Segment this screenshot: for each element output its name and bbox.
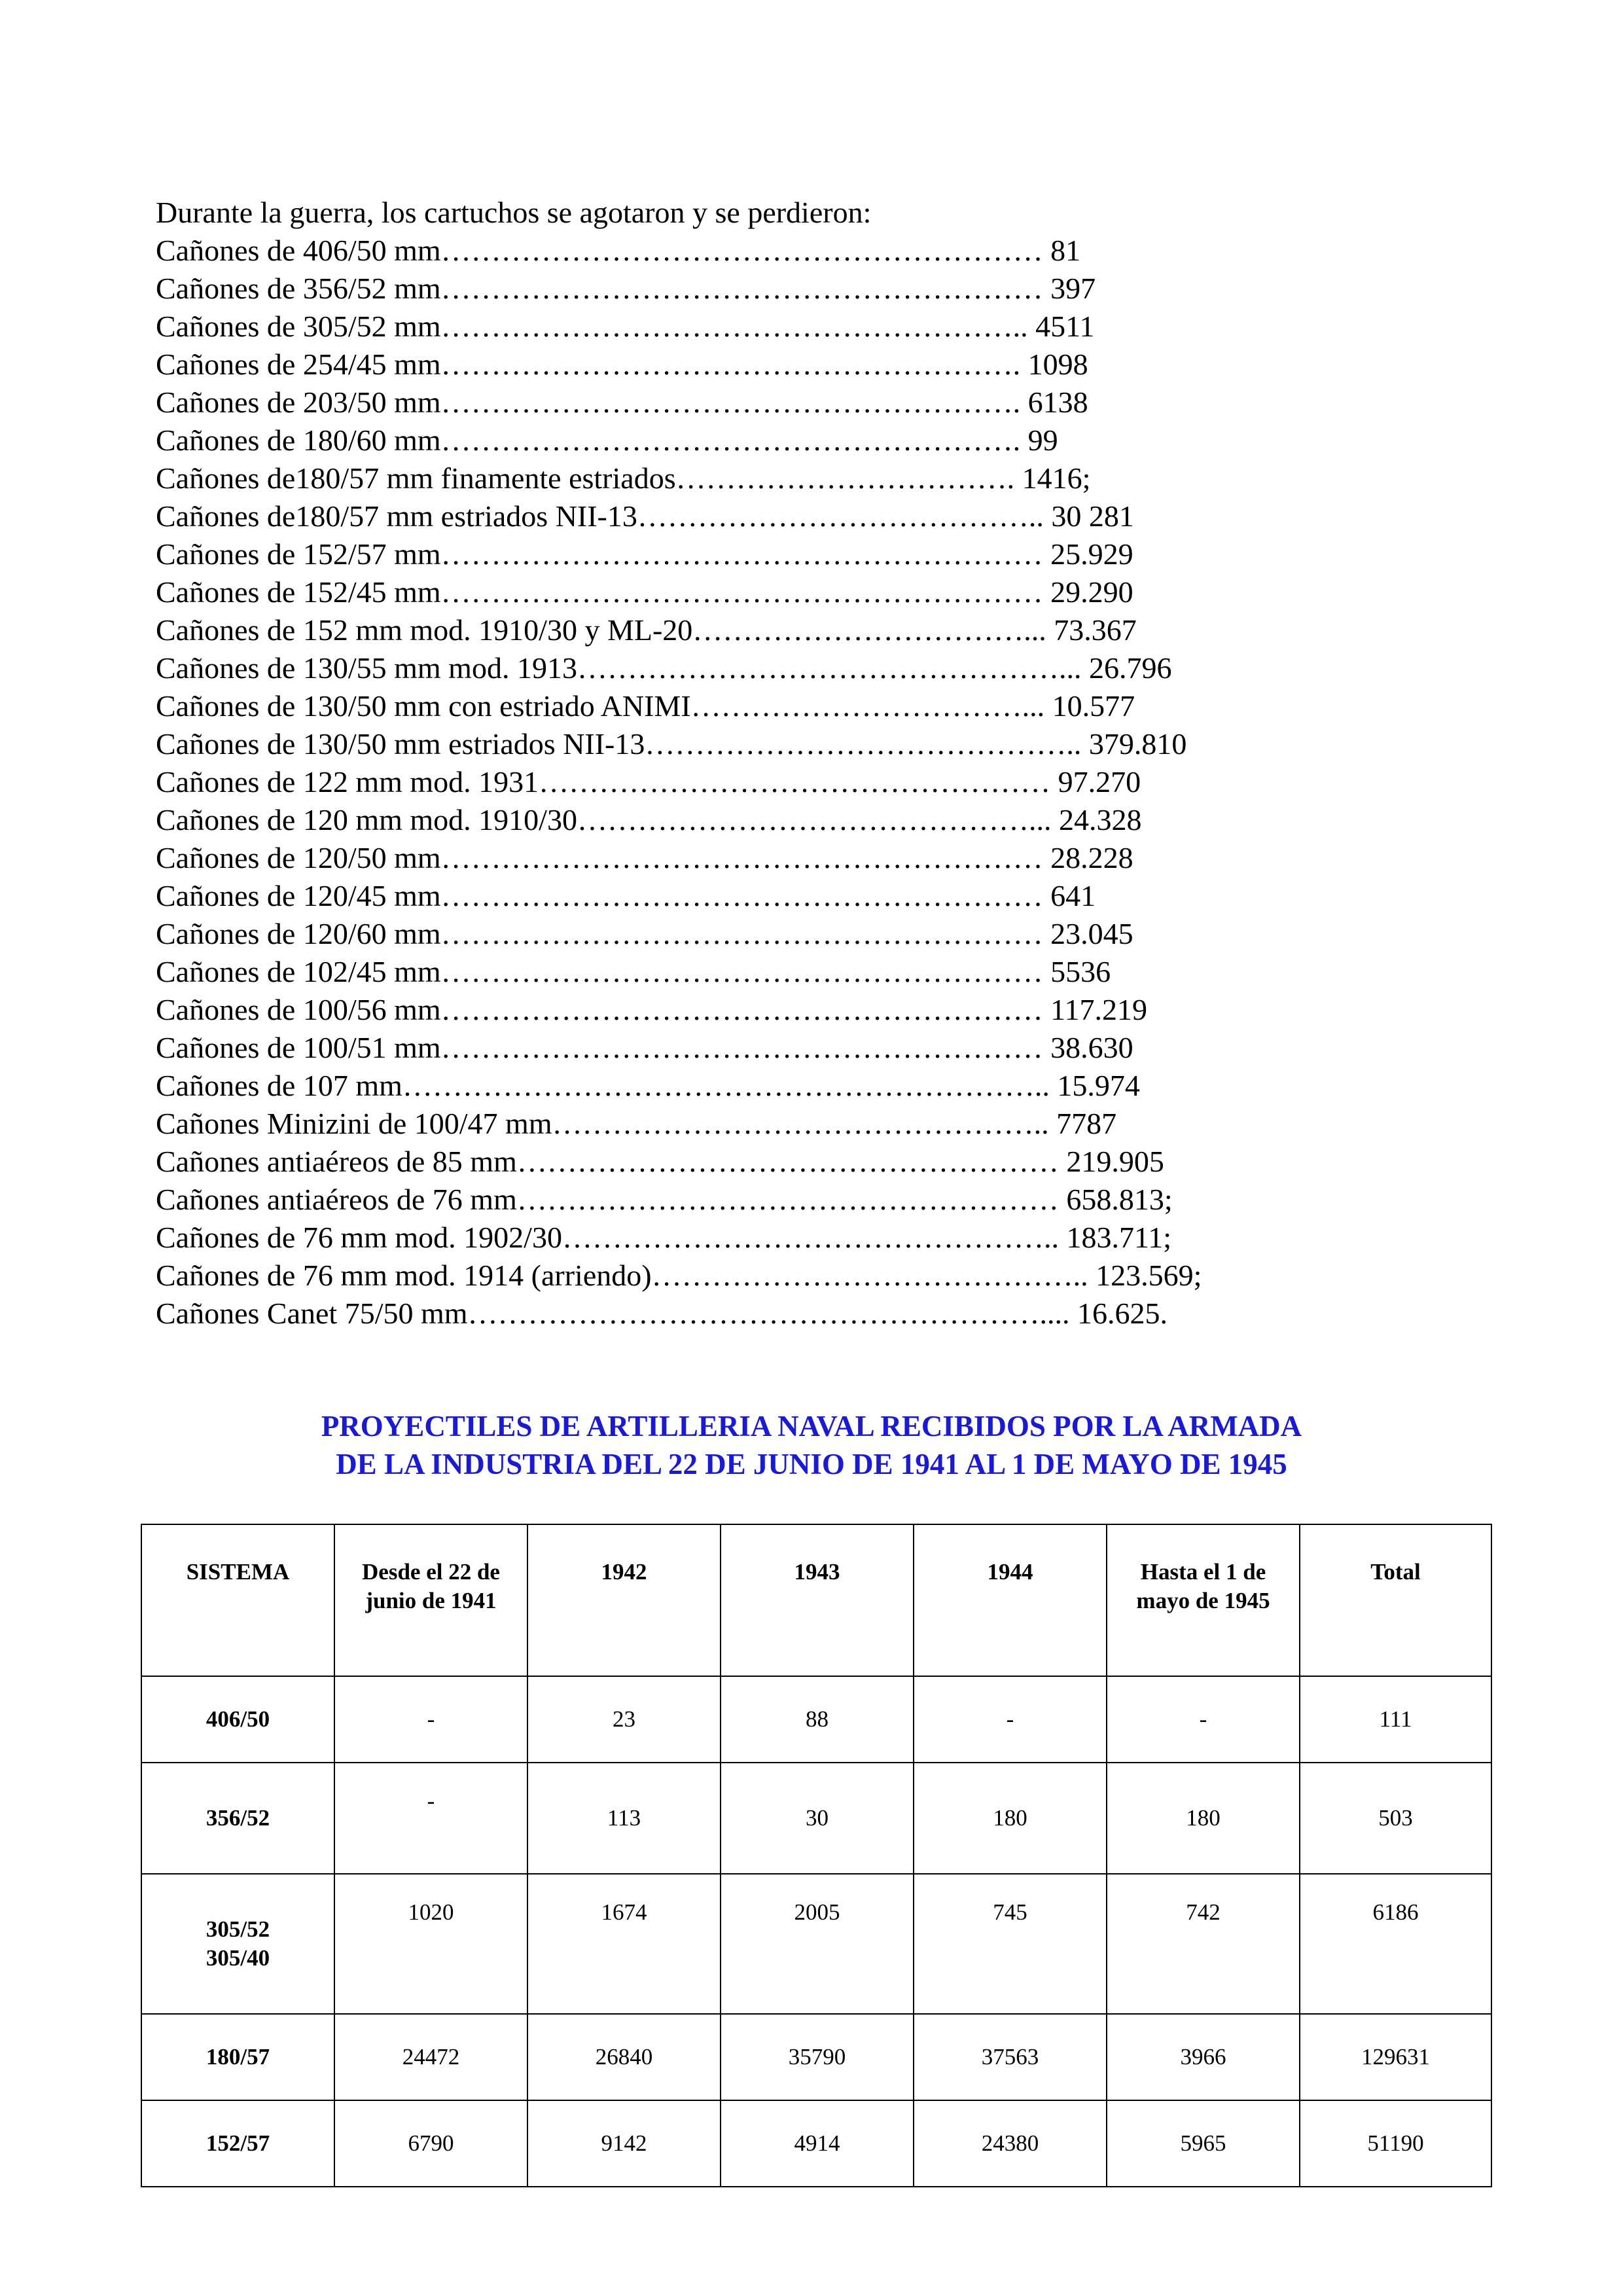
list-item: Cañones de 76 mm mod. 1902/30………………………………………….. 183.711; <box>156 1221 1172 1254</box>
cell-1942: 23 <box>527 1676 721 1763</box>
cell-1943: 2005 <box>721 1874 914 2014</box>
header-desde-line-2: junio de 1941 <box>365 1588 497 1613</box>
header-1944: 1944 <box>914 1524 1107 1676</box>
list-item: Cañones de 356/52 mm…………………………………………………… 397 <box>156 272 1096 305</box>
table-row <box>141 1874 1491 2014</box>
table-title <box>131 1407 1492 1483</box>
header-desde-line-1: Desde el 22 de <box>362 1559 500 1585</box>
list-item: Cañones de 130/50 mm estriados NII-13…………………………………….. 379.810 <box>156 727 1187 761</box>
list-item: Cañones de 180/60 mm…………………………………………………. 99 <box>156 423 1058 457</box>
table-row <box>141 1763 1491 1874</box>
list-intro: Durante la guerra, los cartuchos se agotaron y se perdieron: <box>156 196 872 229</box>
list-item: Cañones de 130/55 mm mod. 1913…………………………………………... 26.796 <box>156 651 1172 685</box>
cell-sistema <box>141 1874 334 2014</box>
table-title-line-1: PROYECTILES DE ARTILLERIA NAVAL RECIBIDOS POR LA ARMADA <box>321 1410 1302 1443</box>
cell-sistema-line-2: 305/40 <box>205 1945 270 1971</box>
cell-hasta: - <box>1107 1676 1300 1763</box>
cell-1944: 37563 <box>914 2014 1107 2100</box>
list-item: Cañones de 120/45 mm…………………………………………………… 641 <box>156 879 1096 912</box>
cell-hasta: 3966 <box>1107 2014 1300 2100</box>
cell-1942: 26840 <box>527 2014 721 2100</box>
list-item: Cañones de 76 mm mod. 1914 (arriendo)…………………………………….. 123.569; <box>156 1259 1202 1292</box>
cell-desde: 24472 <box>334 2014 527 2100</box>
projectiles-table <box>141 1524 1492 2187</box>
header-hasta-line-1: Hasta el 1 de <box>1140 1559 1266 1585</box>
cell-1943: 4914 <box>721 2100 914 2187</box>
list-item: Cañones de 120/60 mm…………………………………………………… 23.045 <box>156 917 1133 950</box>
header-hasta <box>1107 1524 1300 1676</box>
cell-1944: 745 <box>914 1874 1107 2014</box>
list-item: Cañones de 203/50 mm…………………………………………………. 6138 <box>156 386 1088 419</box>
cell-total: 503 <box>1300 1763 1491 1874</box>
list-item: Cañones Canet 75/50 mm………………………………………………….... 16.625. <box>156 1297 1168 1330</box>
list-item: Cañones de 305/52 mm………………………………………………….. 4511 <box>156 310 1095 343</box>
header-1943: 1943 <box>721 1524 914 1676</box>
table-row <box>141 1676 1491 1763</box>
list-item: Cañones de 130/50 mm con estriado ANIMI……………………………... 10.577 <box>156 689 1135 723</box>
cell-desde: - <box>334 1676 527 1763</box>
list-item: Cañones antiaéreos de 85 mm……………………………………………… 219.905 <box>156 1145 1164 1178</box>
cell-sistema: 152/57 <box>141 2100 334 2187</box>
list-item: Cañones de180/57 mm finamente estriados……………………………. 1416; <box>156 461 1091 495</box>
list-item: Cañones de 100/51 mm…………………………………………………… 38.630 <box>156 1031 1133 1064</box>
list-item: Cañones de 406/50 mm…………………………………………………… 81 <box>156 234 1081 267</box>
list-item: Cañones Minizini de 100/47 mm………………………………………….. 7787 <box>156 1107 1117 1140</box>
list-item: Cañones de 120 mm mod. 1910/30………………………………………... 24.328 <box>156 803 1142 836</box>
list-item: Cañones de 254/45 mm…………………………………………………. 1098 <box>156 348 1088 381</box>
cell-total: 51190 <box>1300 2100 1491 2187</box>
cell-1944: - <box>914 1676 1107 1763</box>
cell-1942: 9142 <box>527 2100 721 2187</box>
cell-sistema: 356/52 <box>141 1763 334 1874</box>
cell-1943: 88 <box>721 1676 914 1763</box>
list-item: Cañones de 152/57 mm…………………………………………………… 25.929 <box>156 537 1133 571</box>
cell-1944: 180 <box>914 1763 1107 1874</box>
table-header-row <box>141 1524 1491 1676</box>
list-item: Cañones antiaéreos de 76 mm……………………………………………… 658.813; <box>156 1183 1173 1216</box>
cell-desde: 6790 <box>334 2100 527 2187</box>
cell-desde <box>334 1763 527 1874</box>
table-row <box>141 2014 1491 2100</box>
cell-hasta: 5965 <box>1107 2100 1300 2187</box>
cell-desde-value: - <box>427 1788 435 1814</box>
list-item: Cañones de 100/56 mm…………………………………………………… 117.219 <box>156 993 1147 1026</box>
ammunition-list <box>156 194 1399 1333</box>
cell-total: 129631 <box>1300 2014 1491 2100</box>
cell-1943: 35790 <box>721 2014 914 2100</box>
table-title-line-2: DE LA INDUSTRIA DEL 22 DE JUNIO DE 1941 AL 1 DE MAYO DE 1945 <box>336 1448 1287 1480</box>
header-1942: 1942 <box>527 1524 721 1676</box>
cell-1944: 24380 <box>914 2100 1107 2187</box>
cell-desde: 1020 <box>334 1874 527 2014</box>
header-total: Total <box>1300 1524 1491 1676</box>
cell-total: 111 <box>1300 1676 1491 1763</box>
cell-1943: 30 <box>721 1763 914 1874</box>
cell-hasta: 180 <box>1107 1763 1300 1874</box>
cell-sistema: 406/50 <box>141 1676 334 1763</box>
list-item: Cañones de 102/45 mm…………………………………………………… 5536 <box>156 955 1111 988</box>
list-item: Cañones de 122 mm mod. 1931…………………………………………… 97.270 <box>156 765 1141 798</box>
header-hasta-line-2: mayo de 1945 <box>1136 1588 1270 1613</box>
cell-total: 6186 <box>1300 1874 1491 2014</box>
cell-sistema-line-1: 305/52 <box>205 1916 270 1942</box>
header-desde <box>334 1524 527 1676</box>
cell-hasta: 742 <box>1107 1874 1300 2014</box>
header-sistema: SISTEMA <box>141 1524 334 1676</box>
list-item: Cañones de 107 mm……………………………………………………….. 15.974 <box>156 1069 1140 1102</box>
cell-1942: 1674 <box>527 1874 721 2014</box>
list-item: Cañones de 152 mm mod. 1910/30 y ML-20……………………………... 73.367 <box>156 613 1137 647</box>
table-row <box>141 2100 1491 2187</box>
list-item: Cañones de 120/50 mm…………………………………………………… 28.228 <box>156 841 1133 874</box>
list-item: Cañones de 152/45 mm…………………………………………………… 29.290 <box>156 575 1133 609</box>
list-item: Cañones de180/57 mm estriados NII-13………………………………….. 30 281 <box>156 499 1134 533</box>
cell-1942: 113 <box>527 1763 721 1874</box>
cell-sistema: 180/57 <box>141 2014 334 2100</box>
